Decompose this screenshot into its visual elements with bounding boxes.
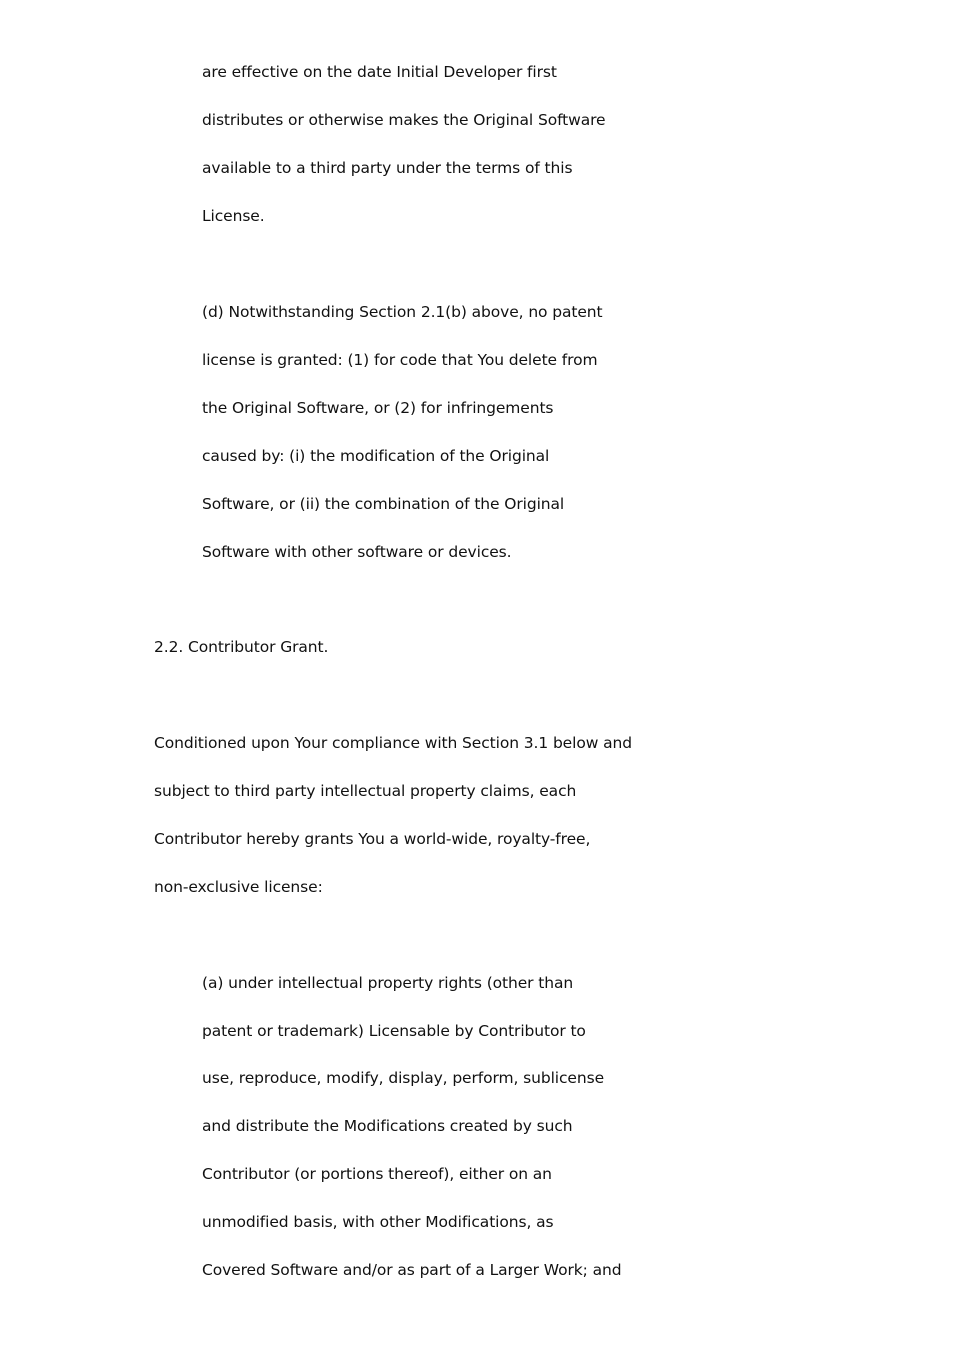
text-line: and distribute the Modifications created by such — [202, 1117, 573, 1135]
text-line: License. — [202, 207, 265, 225]
text-line: Conditioned upon Your compliance with Section 3.1 below and — [154, 734, 632, 752]
text-line: non-exclusive license: — [154, 878, 323, 896]
text-line: Software with other software or devices. — [202, 543, 512, 561]
text-line: subject to third party intellectual property claims, each — [154, 782, 577, 800]
text-line: (a) under intellectual property rights (other than — [202, 974, 574, 992]
text-line: Software, or (ii) the combination of the Original — [202, 495, 565, 513]
text-line: use, reproduce, modify, display, perform, sublicense — [202, 1069, 605, 1087]
text-line: (d) Notwithstanding Section 2.1(b) above, no patent — [202, 303, 603, 321]
text-line: unmodified basis, with other Modifications, as — [202, 1213, 554, 1231]
text-line: Contributor hereby grants You a world-wide, royalty-free, — [154, 830, 591, 848]
section-heading: 2.2. Contributor Grant. — [154, 638, 329, 656]
text-line: Contributor (or portions thereof), either on an — [202, 1165, 552, 1183]
text-line: available to a third party under the terms of this — [202, 159, 573, 177]
text-line: license is granted: (1) for code that You delete from — [202, 351, 598, 369]
text-line: patent or trademark) Licensable by Contributor to — [202, 1022, 586, 1040]
text-line: are effective on the date Initial Developer first — [202, 63, 557, 81]
text-line: the Original Software, or (2) for infringements — [202, 399, 554, 417]
text-line: Covered Software and/or as part of a Larger Work; and — [202, 1261, 622, 1279]
text-line: caused by: (i) the modification of the Original — [202, 447, 550, 465]
text-line: distributes or otherwise makes the Original Software — [202, 111, 606, 129]
